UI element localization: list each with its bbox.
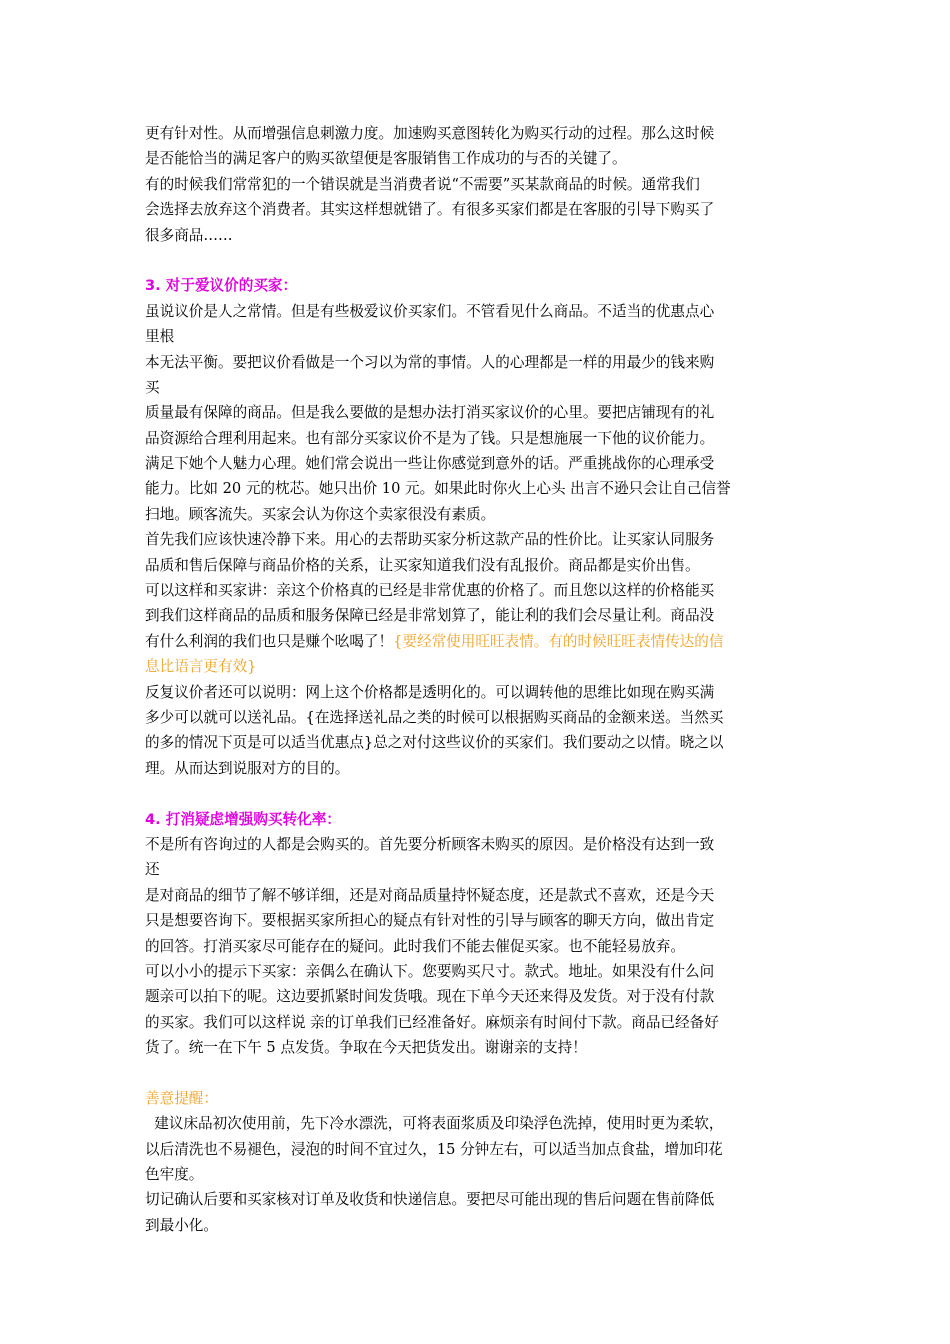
body-line: 品质和售后保障与商品价格的关系，让买家知道我们没有乱报价。商品都是实价出售。 <box>145 556 700 574</box>
intro-line: 很多商品…… <box>145 226 233 244</box>
document-page <box>145 121 810 1238</box>
body-line: 只是想要咨询下。要根据买家所担心的疑点有针对性的引导与顾客的聊天方向，做出肯定 <box>145 912 715 930</box>
highlight-note: {要经常使用旺旺表情。有的时候旺旺表情传达的信 <box>393 632 724 650</box>
body-line: 多少可以就可以送礼品。{在选择送礼品之类的时候可以根据购买商品的金额来送。当然买 <box>145 708 724 726</box>
intro-line: 更有针对性。从而增强信息刺激力度。加速购买意图转化为购买行动的过程。那么这时候 <box>145 125 715 142</box>
intro-line: 有的时候我们常常犯的一个错误就是当消费者说“不需要”买某款商品的时候。通常我们 <box>145 175 700 193</box>
body-line: 色牢度。 <box>145 1166 204 1184</box>
section-remove-doubts <box>145 807 810 1061</box>
body-line: 首先我们应该快速冷静下来。用心的去帮助买家分析这款产品的性价比。让买家认同服务 <box>145 531 715 549</box>
section-reminder <box>145 1086 810 1238</box>
intro-line: 会选择去放弃这个消费者。其实这样想就错了。有很多买家们都是在客服的引导下购买了 <box>145 201 715 219</box>
body-line: 货了。统一在下午 5 点发货。争取在今天把货发出。谢谢亲的支持！ <box>145 1039 587 1057</box>
body-line: 能力。比如 20 元的枕芯。她只出价 10 元。如果此时你火上心头 出言不逊只会让自己信誉 <box>145 480 731 498</box>
paragraph-gap <box>145 781 810 806</box>
body-line: 题亲可以拍下的呢。这边要抓紧时间发货哦。现在下单今天还来得及发货。对于没有付款 <box>145 988 715 1006</box>
body-line: 的买家。我们可以这样说 亲的订单我们已经准备好。麻烦亲有时间付下款。商品已经备好 <box>145 1013 719 1031</box>
body-line: 可以这样和买家讲：亲这个价格真的已经是非常优惠的价格了。而且您以这样的价格能买 <box>145 582 715 600</box>
intro-paragraphs <box>145 121 810 248</box>
body-line: 本无法平衡。要把议价看做是一个习以为常的事情。人的心理都是一样的用最少的钱来购 <box>145 353 715 371</box>
body-line: 到最小化。 <box>145 1216 218 1234</box>
section-heading: 4. 打消疑虑增强购买转化率： <box>145 810 341 828</box>
body-line: 还 <box>145 861 160 879</box>
body-line: 质量最有保障的商品。但是我么要做的是想办法打消买家议价的心里。要把店铺现有的礼 <box>145 404 715 422</box>
body-line: 切记确认后要和买家核对订单及收货和快递信息。要把尽可能出现的售后问题在售前降低 <box>145 1191 715 1209</box>
section-heading: 3. 对于爱议价的买家： <box>145 277 298 295</box>
body-line: 以后清洗也不易褪色，浸泡的时间不宜过久，15 分钟左右，可以适当加点食盐，增加印花 <box>145 1140 723 1158</box>
body-line: 的多的情况下页是可以适当优惠点}总之对付这些议价的买家们。我们要动之以情。晓之以 <box>145 734 724 752</box>
body-line: 的回答。打消买家尽可能存在的疑问。此时我们不能去催促买家。也不能轻易放弃。 <box>145 937 685 955</box>
body-line: 到我们这样商品的品质和服务保障已经是非常划算了，能让利的我们会尽量让利。商品没 <box>145 607 715 625</box>
highlight-note: 息比语言更有效} <box>145 658 257 676</box>
body-line: 可以小小的提示下买家：亲偶么在确认下。您要购买尺寸。款式。地址。如果没有什么问 <box>145 962 715 980</box>
body-line: 反复议价者还可以说明：网上这个价格都是透明化的。可以调转他的思维比如现在购买满 <box>145 683 715 701</box>
paragraph-gap <box>145 248 810 273</box>
body-line: 里根 <box>145 328 175 346</box>
body-line: 建议床品初次使用前，先下冷水漂洗，可将表面浆质及印染浮色洗掉，使用时更为柔软， <box>145 1115 724 1133</box>
body-line: 不是所有咨询过的人都是会购买的。首先要分析顾客未购买的原因。是价格没有达到一致 <box>145 835 715 853</box>
body-line: 虽说议价是人之常情。但是有些极爱议价买家们。不管看见什么商品。不适当的优惠点心 <box>145 302 715 320</box>
body-line: 理。从而达到说服对方的目的。 <box>145 759 350 777</box>
reminder-title: 善意提醒： <box>145 1089 218 1107</box>
intro-line: 是否能恰当的满足客户的购买欲望便是客服销售工作成功的与否的关键了。 <box>145 150 627 168</box>
body-line: 扫地。顾客流失。买家会认为你这个卖家很没有素质。 <box>145 505 496 523</box>
body-line: 是对商品的细节了解不够详细，还是对商品质量持怀疑态度，还是款式不喜欢，还是今天 <box>145 886 715 904</box>
paragraph-gap <box>145 1060 810 1085</box>
body-line: 买 <box>145 378 160 396</box>
body-line: 品资源给合理利用起来。也有部分买家议价不是为了钱。只是想施展一下他的议价能力。 <box>145 429 715 447</box>
mixed-line <box>145 629 810 654</box>
body-line: 满足下她个人魅力心理。她们常会说出一些让你感觉到意外的话。严重挑战你的心理承受 <box>145 455 715 473</box>
section-bargaining-buyers <box>145 273 810 781</box>
body-text: 有什么利润的我们也只是赚个吆喝了！ <box>145 632 394 650</box>
